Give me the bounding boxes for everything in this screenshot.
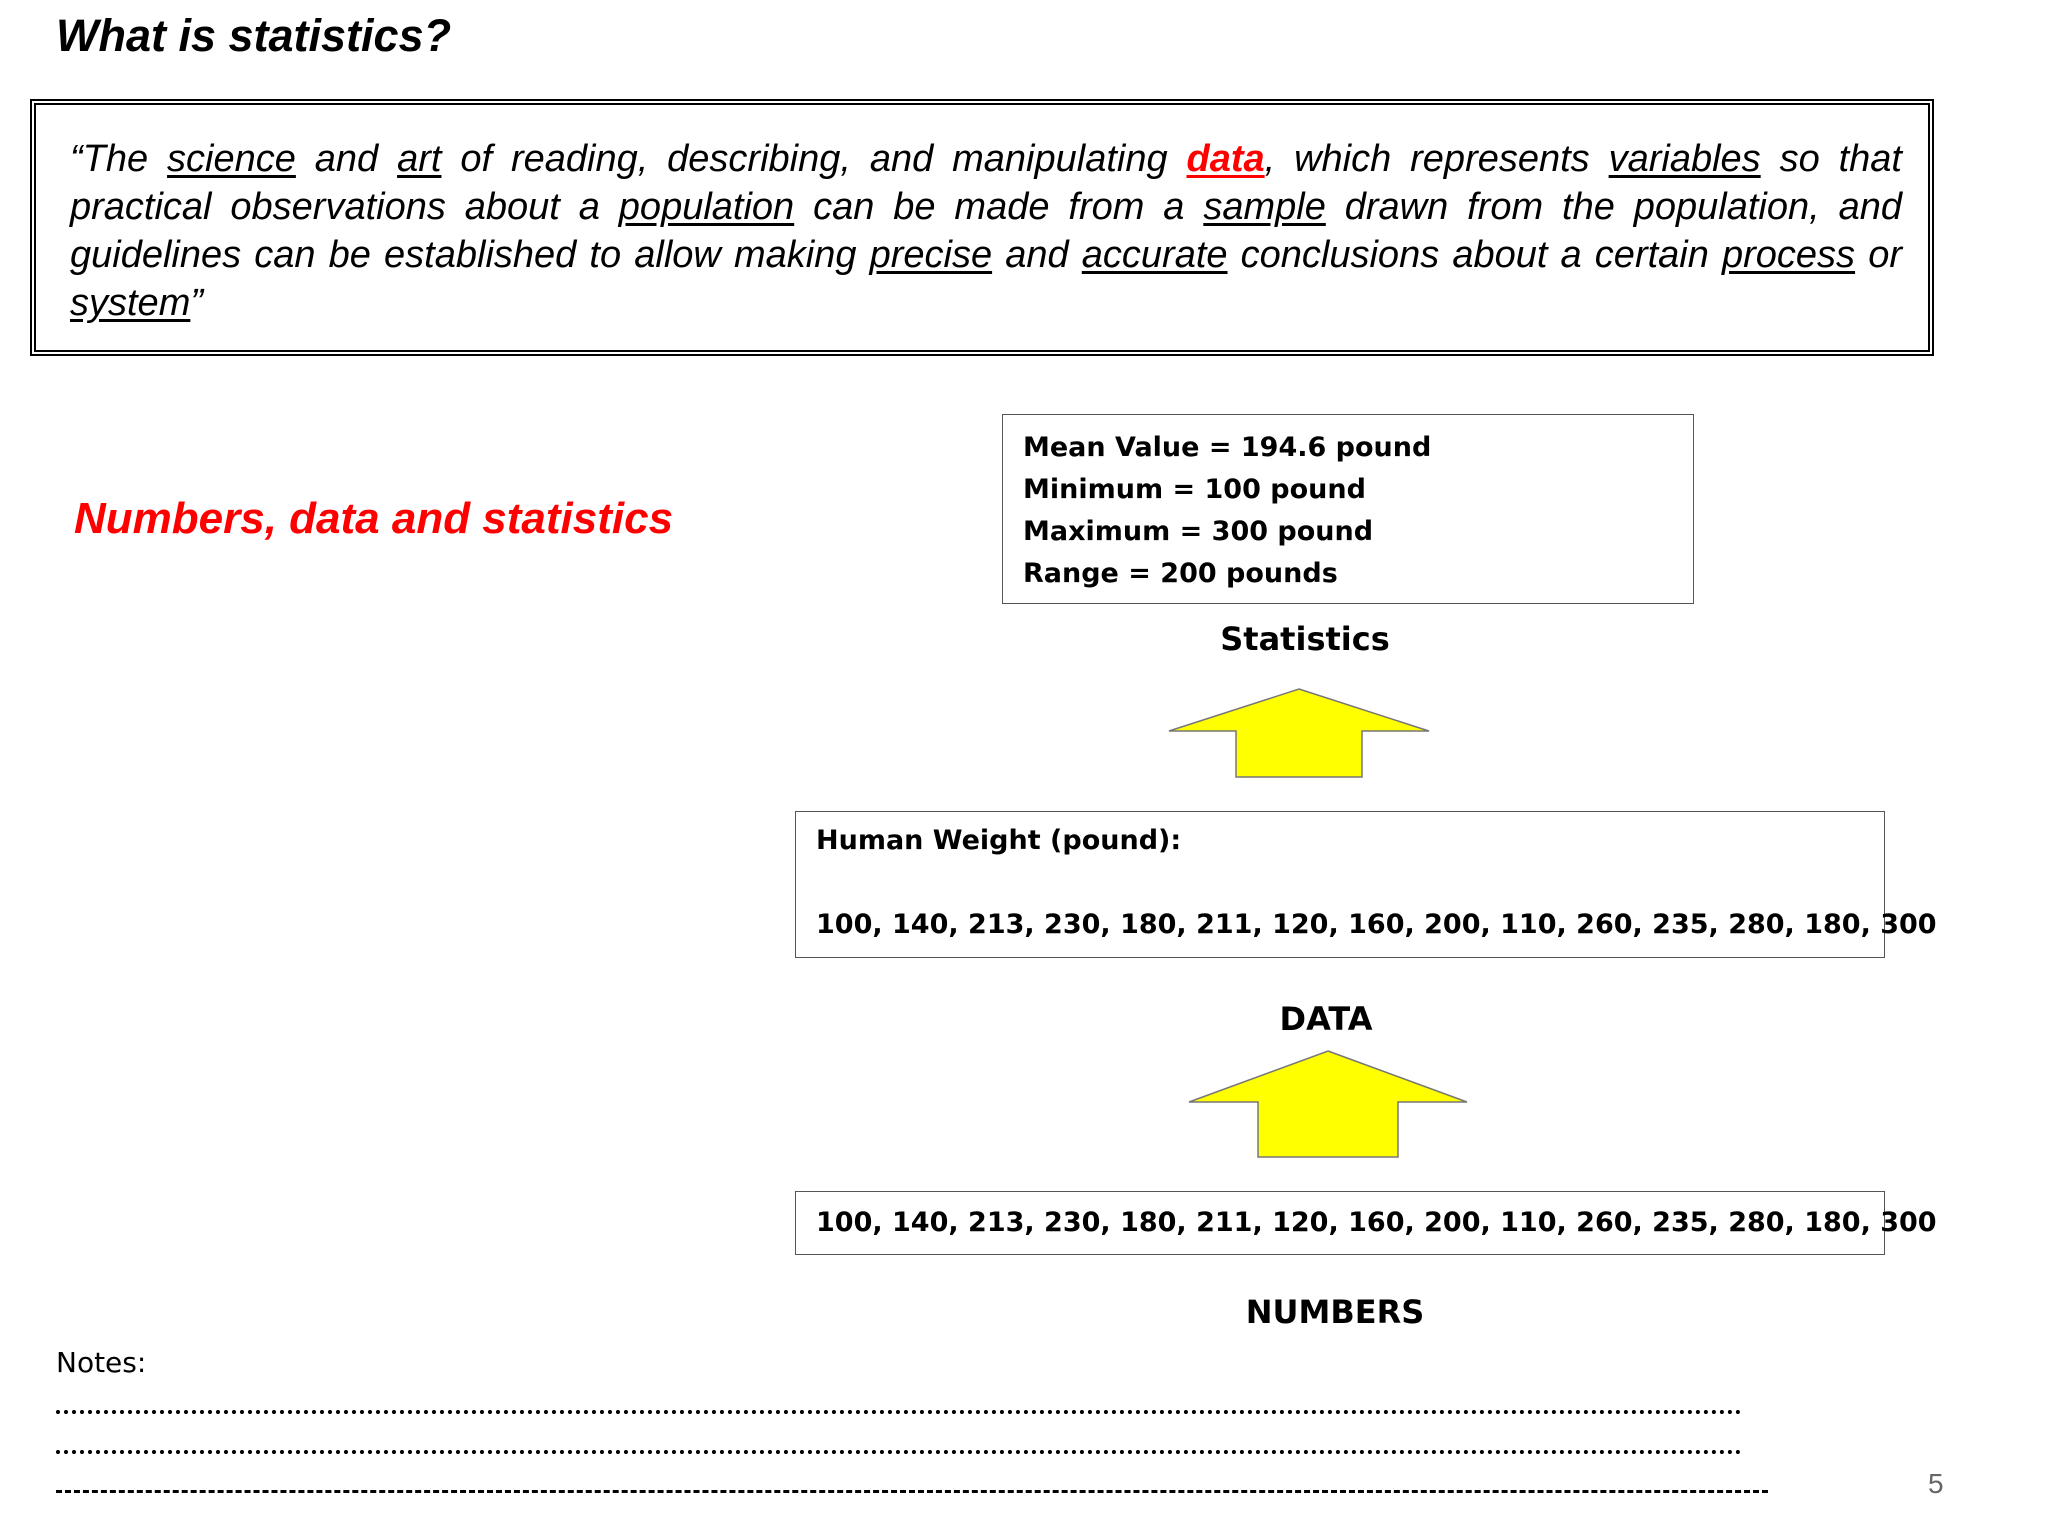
notes-line [56, 1450, 1742, 1454]
term-data: data [1186, 138, 1265, 180]
page-number: 5 [1928, 1468, 1944, 1499]
up-arrow-icon [1168, 688, 1430, 778]
term-process: process [1722, 234, 1856, 276]
term-system: system [70, 282, 191, 324]
data-box [795, 811, 1937, 958]
term-art: art [397, 138, 442, 180]
notes-label: Notes: [56, 1346, 147, 1379]
term-variables: variables [1608, 138, 1761, 180]
definition-text: “The science and art of reading, describing, and manipulating data, which represents variables so that practical observations about a population can be made from a sample drawn from the population, and guidelines can be established to allow making precise and accurate conclusions about a certain process or system” [70, 138, 1902, 324]
term-precise: precise [869, 234, 993, 276]
data-values: 100, 140, 213, 230, 180, 211, 120, 160, 200, 110, 260, 235, 280, 180, 300 [816, 909, 1937, 940]
range-value: Range = 200 pounds [1023, 558, 1338, 589]
numbers-box: 100, 140, 213, 230, 180, 211, 120, 160, 200, 110, 260, 235, 280, 180, 300 [795, 1191, 1885, 1255]
minimum-value: Minimum = 100 pound [1023, 474, 1366, 505]
statistics-box [1002, 414, 1694, 604]
definition-box [30, 99, 1934, 356]
term-accurate: accurate [1081, 234, 1228, 276]
data-heading: Human Weight (pound): [816, 825, 1182, 856]
data-label: DATA [1279, 1000, 1373, 1038]
mean-value: Mean Value = 194.6 pound [1023, 432, 1432, 463]
statistics-label: Statistics [1220, 620, 1390, 658]
term-science: science [167, 138, 296, 180]
slide-title: What is statistics? [56, 10, 452, 61]
maximum-value: Maximum = 300 pound [1023, 516, 1374, 547]
numbers-label: NUMBERS [1245, 1293, 1425, 1331]
term-sample: sample [1203, 186, 1326, 228]
notes-line [56, 1490, 1768, 1493]
notes-line [56, 1410, 1742, 1414]
term-population: population [618, 186, 795, 228]
section-heading: Numbers, data and statistics [74, 494, 674, 543]
up-arrow-icon [1188, 1050, 1468, 1158]
